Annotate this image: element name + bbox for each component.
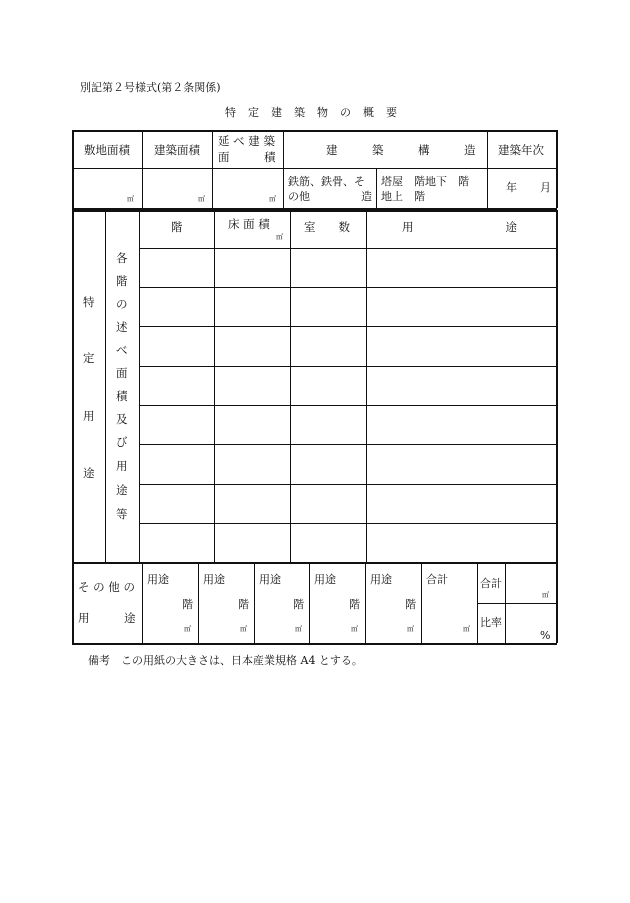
specific-use-label-char: 定 <box>83 351 95 365</box>
month-label: 月 <box>540 181 551 194</box>
floor-area-column-unit: ㎡ <box>276 233 283 241</box>
floors-line2: 地上 階 <box>381 190 425 203</box>
footer-note: 備考 この用紙の大きさは、日本産業規格 A4 とする。 <box>88 654 363 667</box>
floor-column-header: 階 <box>171 220 183 234</box>
page-title: 特 定 建 築 物 の 概 要 <box>225 106 398 119</box>
other-use-cell-floor: 階 <box>349 598 360 611</box>
floor-detail-label-char: 述 <box>116 320 128 334</box>
other-use-cell-label: 用途 <box>203 573 225 586</box>
form-number: 別記第２号様式(第２条関係) <box>80 81 221 94</box>
structure-options-line1: 鉄筋、鉄骨、そ <box>288 175 365 188</box>
floor-detail-label-char: 等 <box>116 507 128 521</box>
other-use-total-unit: ㎡ <box>463 625 470 633</box>
specific-use-label-char: 用 <box>83 409 95 423</box>
use-column-header: 用 途 <box>402 220 517 234</box>
other-use-cell-floor: 階 <box>405 598 416 611</box>
other-use-label-line2: 用 途 <box>78 611 136 625</box>
floor-detail-label-char: 積 <box>116 389 128 403</box>
year-header: 建築年次 <box>498 143 544 157</box>
other-use-cell-label: 用途 <box>147 573 169 586</box>
other-use-cell-floor: 階 <box>293 598 304 611</box>
other-use-label-line1: そ の 他 の <box>78 580 135 594</box>
other-use-cell-label: 用途 <box>314 573 336 586</box>
other-use-total-label: 合計 <box>426 573 448 586</box>
site-area-unit: ㎡ <box>127 195 134 203</box>
rooms-column-header: 室 数 <box>304 220 350 234</box>
other-use-cell-floor: 階 <box>182 598 193 611</box>
structure-options-line2-a: の他 <box>288 190 310 203</box>
structure-options-line2-b: 造 <box>361 190 372 203</box>
specific-use-label-char: 途 <box>83 466 95 480</box>
other-use-cell-floor: 階 <box>238 598 249 611</box>
floors-line1: 塔屋 階地下 階 <box>381 175 469 188</box>
floor-detail-label-char: の <box>116 297 128 311</box>
floor-detail-label-char: 途 <box>116 483 128 497</box>
floor-area-unit: ㎡ <box>269 195 276 203</box>
other-use-cell-label: 用途 <box>370 573 392 586</box>
year-label: 年 <box>506 181 517 194</box>
floor-detail-label-char: 面 <box>116 366 128 380</box>
specific-use-label-char: 特 <box>83 295 95 309</box>
floor-detail-label-char: 各 <box>116 251 128 265</box>
other-use-cell-label: 用途 <box>259 573 281 586</box>
other-use-cell-unit: ㎡ <box>351 625 358 633</box>
structure-header: 建 築 構 造 <box>326 143 476 157</box>
site-area-header: 敷地面積 <box>84 143 130 157</box>
other-use-cell-unit: ㎡ <box>240 625 247 633</box>
floor-area-column-header: 床 面 積 <box>228 217 270 231</box>
other-use-cell-unit: ㎡ <box>184 625 191 633</box>
floor-detail-label-char: 階 <box>116 274 128 288</box>
floor-detail-label-char: 用 <box>116 459 128 473</box>
floor-detail-label-char: べ <box>116 343 128 357</box>
building-area-header: 建築面積 <box>154 143 200 157</box>
floor-area-header-line1: 延 べ 建 築 <box>218 134 275 148</box>
ratio-percent: % <box>540 629 551 642</box>
other-use-cell-unit: ㎡ <box>295 625 302 633</box>
grand-total-label: 合計 <box>480 577 502 590</box>
floor-detail-label-char: 及 <box>116 412 128 426</box>
grand-total-unit: ㎡ <box>542 591 549 599</box>
floor-detail-label-char: び <box>116 435 128 449</box>
ratio-label: 比率 <box>480 616 502 629</box>
floor-area-header-line2: 面 積 <box>218 150 276 164</box>
building-area-unit: ㎡ <box>198 195 205 203</box>
other-use-cell-unit: ㎡ <box>407 625 414 633</box>
